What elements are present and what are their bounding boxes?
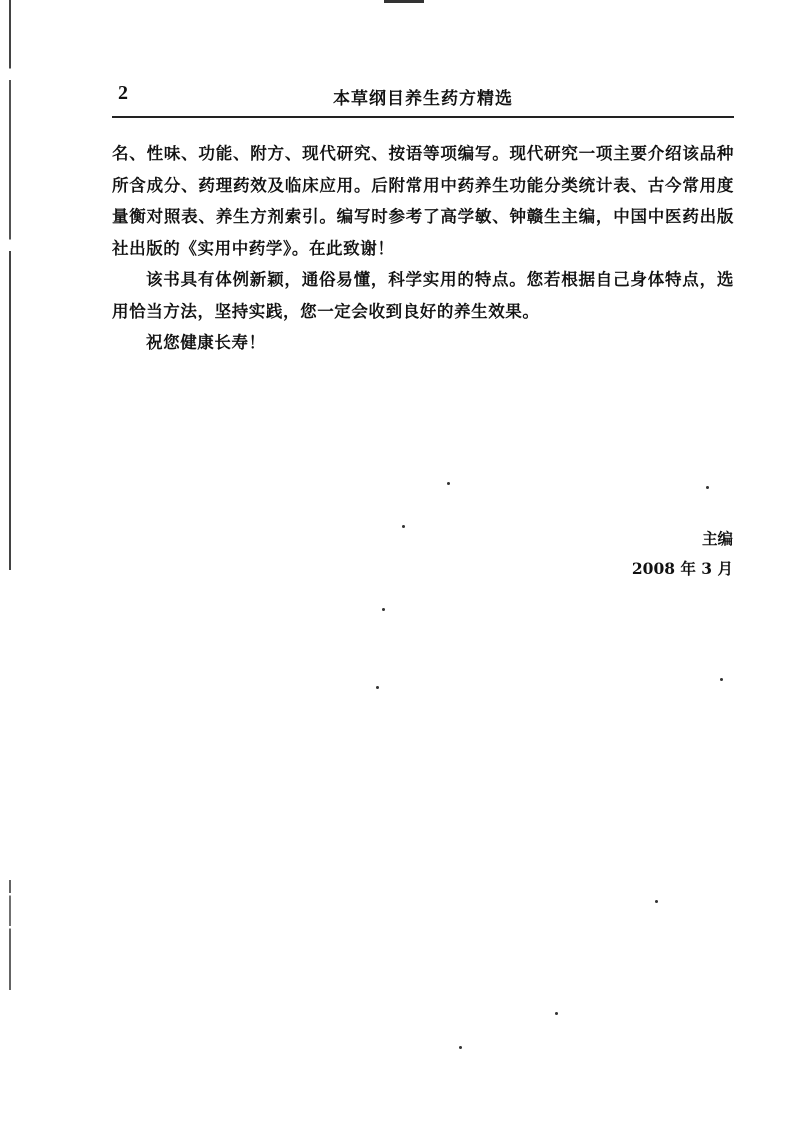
scan-speck: [382, 608, 385, 611]
body-text: [112, 138, 734, 359]
scan-edge-mark: [9, 0, 11, 570]
scan-speck: [447, 482, 450, 485]
scan-speck: [459, 1046, 462, 1049]
scan-speck: [655, 900, 658, 903]
signature-date: 2008 年 3 月: [631, 559, 733, 578]
scan-speck: [402, 525, 405, 528]
running-title: 本草纲目养生药方精选: [333, 89, 513, 109]
page-number: 2: [118, 82, 128, 104]
scan-speck: [706, 486, 709, 489]
scan-top-mark: [384, 0, 424, 3]
paragraph-continuation: 名、性味、功能、附方、现代研究、按语等项编写。现代研究一项主要介绍该品种所含成分、药理药效及临床应用。后附常用中药养生功能分类统计表、古今常用度量衡对照表、养生方剂索引。编写时参考了高学敏、钟赣生主编，中国中医药出版社出版的《实用中药学》。在此致谢！: [112, 144, 734, 258]
paragraph-wishes: 祝您健康长寿！: [146, 333, 266, 352]
scan-speck: [376, 686, 379, 689]
signature-block: [632, 524, 733, 584]
scan-speck: [555, 1012, 558, 1015]
scan-edge-mark-lower: [9, 880, 11, 990]
scan-speck: [720, 678, 723, 681]
signature-author: 主编: [701, 529, 733, 548]
paragraph-features: 该书具有体例新颖，通俗易懂，科学实用的特点。您若根据自己身体特点，选用恰当方法，坚持实践，您一定会收到良好的养生效果。: [112, 270, 734, 321]
page-header: [112, 82, 734, 118]
